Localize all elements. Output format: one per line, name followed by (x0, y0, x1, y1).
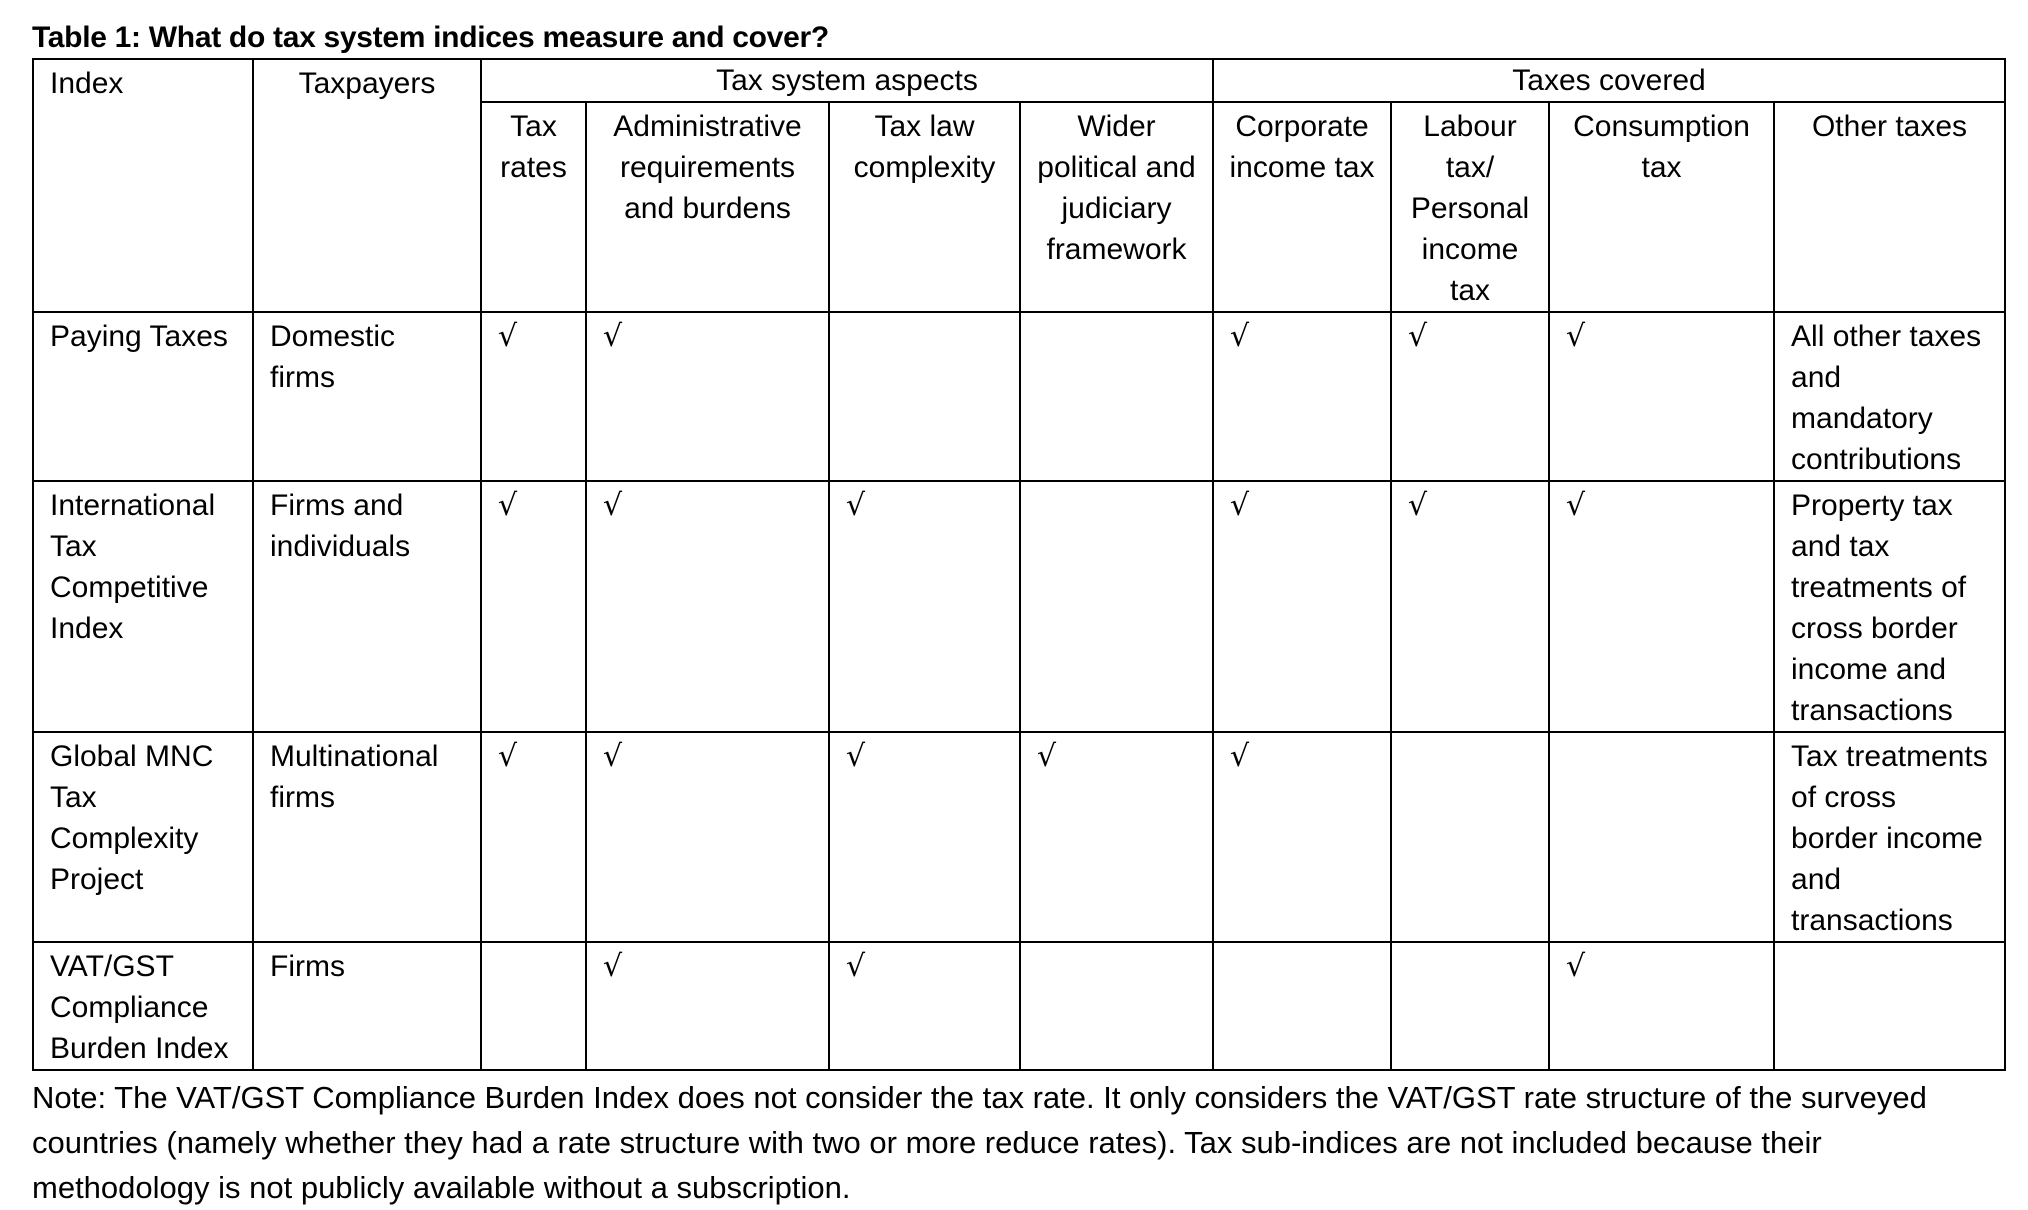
header-tax-rates: Tax rates (481, 102, 586, 312)
cell-other-taxes: Property tax and tax treatments of cross border income and transactions (1774, 481, 2005, 732)
check-mark-icon: √ (603, 949, 623, 984)
cell-check (481, 732, 586, 942)
check-mark-icon: √ (603, 319, 623, 354)
header-corporate-income-tax: Corporate income tax (1213, 102, 1391, 312)
cell-index: VAT/GST Compliance Burden Index (33, 942, 253, 1070)
cell-check (829, 481, 1020, 732)
cell-check (586, 481, 829, 732)
cell-check (1391, 312, 1549, 481)
header-other-taxes: Other taxes (1774, 102, 2005, 312)
cell-other-taxes: All other taxes and mandatory contributions (1774, 312, 2005, 481)
cell-taxpayers: Firms (253, 942, 481, 1070)
cell-check (481, 312, 586, 481)
table-row (33, 732, 2005, 942)
cell-check (1213, 732, 1391, 942)
header-tax-system-aspects: Tax system aspects (481, 59, 1213, 102)
check-mark-icon: √ (603, 739, 623, 774)
cell-check (481, 481, 586, 732)
header-group-row (33, 59, 2005, 102)
cell-check (481, 942, 586, 1070)
cell-check (1020, 481, 1213, 732)
cell-check (586, 942, 829, 1070)
check-mark-icon: √ (498, 319, 518, 354)
check-mark-icon: √ (498, 488, 518, 523)
tax-indices-table (32, 58, 2006, 1071)
document-page (32, 18, 2012, 1210)
check-mark-icon: √ (846, 949, 866, 984)
table-note: Note: The VAT/GST Compliance Burden Index does not consider the tax rate. It only considers the VAT/GST rate structure of the surveyed countries (namely whether they had a rate structure with two or more reduce rates). Tax sub-indices are not included because their methodology is not publicly available without a subscription. (32, 1080, 1927, 1205)
header-wider-framework: Wider political and judiciary framework (1020, 102, 1213, 312)
cell-check (829, 312, 1020, 481)
cell-check (1391, 942, 1549, 1070)
check-mark-icon: √ (1408, 488, 1428, 523)
header-index: Index (33, 59, 253, 312)
check-mark-icon: √ (1566, 319, 1586, 354)
cell-index: Global MNC Tax Complexity Project (33, 732, 253, 942)
cell-check (1549, 942, 1774, 1070)
cell-check (1020, 942, 1213, 1070)
cell-check (1391, 732, 1549, 942)
table-row (33, 481, 2005, 732)
cell-taxpayers: Firms and individuals (253, 481, 481, 732)
header-taxes-covered: Taxes covered (1213, 59, 2005, 102)
check-mark-icon: √ (1230, 488, 1250, 523)
cell-check (1020, 732, 1213, 942)
cell-check (1213, 312, 1391, 481)
cell-check (586, 312, 829, 481)
header-taxpayers: Taxpayers (253, 59, 481, 312)
check-mark-icon: √ (498, 739, 518, 774)
cell-taxpayers: Domestic firms (253, 312, 481, 481)
check-mark-icon: √ (1566, 488, 1586, 523)
check-mark-icon: √ (1037, 739, 1057, 774)
table-row (33, 942, 2005, 1070)
cell-index: Paying Taxes (33, 312, 253, 481)
check-mark-icon: √ (1230, 739, 1250, 774)
check-mark-icon: √ (1566, 949, 1586, 984)
cell-check (829, 732, 1020, 942)
cell-taxpayers: Multinational firms (253, 732, 481, 942)
cell-other-taxes (1774, 942, 2005, 1070)
header-consumption-tax: Consumption tax (1549, 102, 1774, 312)
cell-check (1549, 481, 1774, 732)
table-row (33, 312, 2005, 481)
cell-other-taxes: Tax treatments of cross border income and transactions (1774, 732, 2005, 942)
header-labour-tax: Labour tax/ Personal income tax (1391, 102, 1549, 312)
check-mark-icon: √ (1230, 319, 1250, 354)
cell-check (1020, 312, 1213, 481)
check-mark-icon: √ (846, 739, 866, 774)
header-tax-law-complexity: Tax law complexity (829, 102, 1020, 312)
table-caption: Table 1: What do tax system indices measure and cover? (32, 21, 829, 54)
check-mark-icon: √ (846, 488, 866, 523)
cell-index: International Tax Competitive Index (33, 481, 253, 732)
cell-check (1549, 312, 1774, 481)
cell-check (586, 732, 829, 942)
cell-check (1391, 481, 1549, 732)
cell-check (1549, 732, 1774, 942)
cell-check (829, 942, 1020, 1070)
header-administrative: Administrative requirements and burdens (586, 102, 829, 312)
cell-check (1213, 481, 1391, 732)
check-mark-icon: √ (1408, 319, 1428, 354)
cell-check (1213, 942, 1391, 1070)
check-mark-icon: √ (603, 488, 623, 523)
